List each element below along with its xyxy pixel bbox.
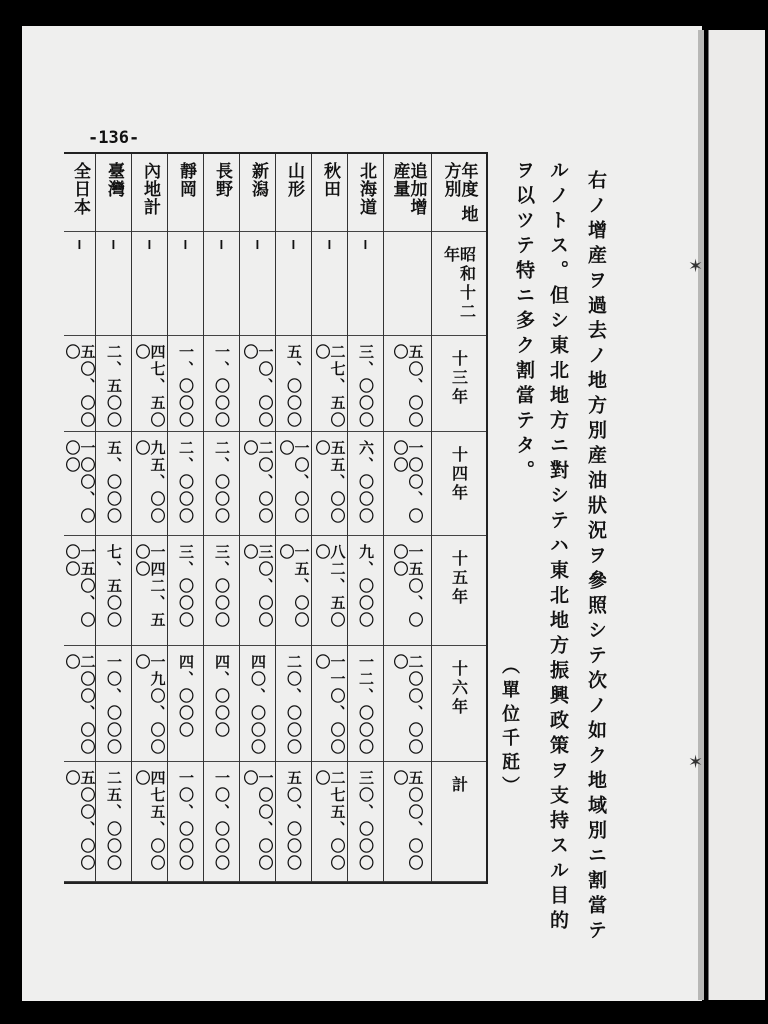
table-cell [168, 336, 203, 432]
table-cell [204, 646, 239, 762]
region-column [348, 154, 384, 882]
region-header [312, 154, 347, 232]
region-column [384, 154, 432, 882]
table-cell [312, 432, 347, 536]
value-text: 五、〇〇〇 [105, 440, 123, 525]
adjacent-page [708, 30, 765, 1000]
table-cell [312, 646, 347, 762]
clip-mark-icon: ✶ [688, 256, 704, 277]
value-text: 二五、〇〇〇 [105, 770, 123, 872]
value-text: 一五、〇〇〇 [277, 544, 311, 629]
table-cell [96, 432, 131, 536]
clip-mark-icon: ✶ [688, 752, 704, 773]
table-cell [348, 646, 383, 762]
value-text: 一〇、〇〇〇 [105, 654, 123, 756]
year-label [431, 646, 486, 762]
year-label [431, 536, 486, 646]
header-text: 追加增産量 [389, 162, 427, 216]
table-cell [240, 432, 275, 536]
value-text: 四七、五〇〇 [133, 344, 167, 429]
table-cell [312, 232, 347, 336]
value-text: — [105, 240, 123, 252]
region-column [240, 154, 276, 882]
value-text: — [321, 240, 339, 252]
value-text: 一、〇〇〇 [213, 344, 231, 429]
value-text: 七、五〇〇 [105, 544, 123, 629]
value-text: 九五、〇〇〇 [133, 440, 167, 525]
table-cell [168, 432, 203, 536]
table-cell [96, 646, 131, 762]
table-cell [64, 232, 95, 336]
table-cell [240, 646, 275, 762]
table-cell [276, 762, 311, 882]
table-cell [64, 536, 95, 646]
value-text: 二、五〇〇 [105, 344, 123, 429]
value-text: 三、〇〇〇 [177, 544, 195, 629]
value-text: 一〇〇、〇〇〇 [241, 770, 275, 872]
year-label [431, 232, 486, 336]
table-cell [132, 232, 167, 336]
table-cell [204, 762, 239, 882]
table-cell [276, 536, 311, 646]
table-cell [312, 336, 347, 432]
table-cell [204, 232, 239, 336]
body-text-line-2: ルノトス。但シ東北地方ニ對シテハ東北地方振興政策ヲ支持スル目的 [547, 160, 569, 935]
value-text: 二〇、〇〇〇 [285, 654, 303, 756]
value-text: 九、〇〇〇 [357, 544, 375, 629]
production-table [64, 152, 488, 884]
table-cell [96, 336, 131, 432]
value-text: 三、〇〇〇 [357, 344, 375, 429]
year-label [431, 432, 486, 536]
table-cell [64, 432, 95, 536]
region-header [240, 154, 275, 232]
value-text: 一五〇、〇〇〇 [63, 544, 97, 629]
value-text: 二〇〇、〇〇〇 [391, 654, 425, 756]
header-text: 全日本 [70, 162, 90, 216]
value-text: 五〇〇、〇〇〇 [391, 770, 425, 872]
value-text: 一、〇〇〇 [177, 344, 195, 429]
table-cell [64, 646, 95, 762]
table-cell [96, 232, 131, 336]
region-column [312, 154, 348, 882]
value-text: — [285, 240, 303, 252]
table-cell [384, 432, 431, 536]
header-text: 北海道 [356, 162, 376, 216]
year-label [431, 336, 486, 432]
region-column [276, 154, 312, 882]
table-cell [384, 646, 431, 762]
year-text: 昭和十二年 [441, 246, 477, 322]
value-text: 五五、〇〇〇 [313, 440, 347, 525]
value-text: 三、〇〇〇 [213, 544, 231, 629]
table-cell [348, 762, 383, 882]
region-header [348, 154, 383, 232]
value-text: — [357, 240, 375, 252]
value-text: 二七五、〇〇〇 [313, 770, 347, 872]
value-text: 四〇、〇〇〇 [249, 654, 267, 756]
table-cell [96, 536, 131, 646]
table-cell [384, 536, 431, 646]
value-text: 二〇、〇〇〇 [241, 440, 275, 525]
header-text: 靜岡 [176, 162, 196, 198]
value-text: 六、〇〇〇 [357, 440, 375, 525]
page-number: -136- [88, 128, 140, 148]
header-text: 山形 [284, 162, 304, 198]
value-text: 八二、五〇〇 [313, 544, 347, 629]
table-cell [348, 232, 383, 336]
region-column [168, 154, 204, 882]
table-cell [240, 762, 275, 882]
table-cell [204, 536, 239, 646]
value-text: — [71, 240, 89, 252]
value-text: 一二、〇〇〇 [357, 654, 375, 756]
value-text: — [249, 240, 267, 252]
value-text: 五、〇〇〇 [285, 344, 303, 429]
region-header [204, 154, 239, 232]
table-cell [64, 762, 95, 882]
value-text: 三〇、〇〇〇 [241, 544, 275, 629]
table-cell [348, 432, 383, 536]
value-text: 五〇、〇〇〇 [63, 344, 97, 429]
table-cell [204, 336, 239, 432]
table-cell [240, 536, 275, 646]
page-binding [698, 30, 704, 1000]
table-cell [240, 232, 275, 336]
header-text: 秋田 [320, 162, 340, 198]
header-text: 臺灣 [104, 162, 124, 198]
table-cell [276, 336, 311, 432]
value-text: 二、〇〇〇 [177, 440, 195, 525]
value-text: 一〇〇、〇〇〇 [391, 440, 425, 525]
year-text: 十六年 [449, 660, 469, 717]
region-column [96, 154, 132, 882]
value-text: 三〇、〇〇〇 [357, 770, 375, 872]
value-text: 二、〇〇〇 [213, 440, 231, 525]
header-text: 新潟 [248, 162, 268, 198]
region-header [276, 154, 311, 232]
year-label [431, 762, 486, 882]
table-cell [168, 762, 203, 882]
value-text: — [213, 240, 231, 252]
table-cell [132, 762, 167, 882]
table-cell [204, 432, 239, 536]
region-column [204, 154, 240, 882]
table-cell [312, 536, 347, 646]
region-header [64, 154, 95, 232]
table-cell [348, 536, 383, 646]
value-text: 五〇〇、〇〇〇 [63, 770, 97, 872]
header-text: 長野 [212, 162, 232, 198]
value-text: 一〇〇、〇〇〇 [63, 440, 97, 525]
table-cell [276, 232, 311, 336]
year-text: 十三年 [449, 350, 469, 407]
header-text: 年度 地方別 [440, 162, 478, 223]
region-header [96, 154, 131, 232]
table-cell [132, 336, 167, 432]
value-text: 二七、五〇〇 [313, 344, 347, 429]
value-text: 一〇、〇〇〇 [277, 440, 311, 525]
region-header [132, 154, 167, 232]
region-column [132, 154, 168, 882]
year-text: 計 [449, 776, 469, 795]
table-cell [348, 336, 383, 432]
table-cell [168, 536, 203, 646]
body-text-line-1: 右ノ增産ヲ過去ノ地方別産油狀況ヲ參照シテ次ノ如ク地域別ニ割當テ [585, 170, 607, 945]
table-cell [276, 432, 311, 536]
year-text: 十五年 [449, 550, 469, 607]
table-cell [64, 336, 95, 432]
value-text: 一一〇、〇〇〇 [313, 654, 347, 756]
value-text: 四七五、〇〇〇 [133, 770, 167, 872]
value-text: 二〇〇、〇〇〇 [63, 654, 97, 756]
table-cell [168, 232, 203, 336]
value-text: 五〇、〇〇〇 [285, 770, 303, 872]
body-text-line-3: ヲ以ツテ特ニ多ク割當テタ。 [513, 160, 535, 485]
table-cell [96, 762, 131, 882]
table-cell [240, 336, 275, 432]
value-text: 一〇、〇〇〇 [213, 770, 231, 872]
table-cell [384, 336, 431, 432]
value-text: — [177, 240, 195, 252]
value-text: 一〇、〇〇〇 [241, 344, 275, 429]
value-text: 一〇、〇〇〇 [177, 770, 195, 872]
table-cell [132, 646, 167, 762]
year-text: 十四年 [449, 446, 469, 503]
table-cell [384, 762, 431, 882]
value-text: 一九〇、〇〇〇 [133, 654, 167, 756]
value-text: 五〇、〇〇〇 [391, 344, 425, 429]
corner-header [431, 154, 486, 232]
value-text: 一四二、五〇〇 [133, 544, 167, 629]
table-cell [312, 762, 347, 882]
value-text: 四、〇〇〇 [213, 654, 231, 739]
region-header [384, 154, 431, 232]
region-header [168, 154, 203, 232]
table-cell [168, 646, 203, 762]
value-text: 一五〇、〇〇〇 [391, 544, 425, 629]
table-cell [132, 536, 167, 646]
region-column [64, 154, 96, 882]
unit-label: （單位千瓩） [499, 656, 520, 800]
value-text: — [141, 240, 159, 252]
table-cell [132, 432, 167, 536]
header-text: 內地計 [140, 162, 160, 216]
year-header-column [431, 154, 488, 882]
table-cell [384, 232, 431, 336]
table-cell [276, 646, 311, 762]
value-text: 四、〇〇〇 [177, 654, 195, 739]
